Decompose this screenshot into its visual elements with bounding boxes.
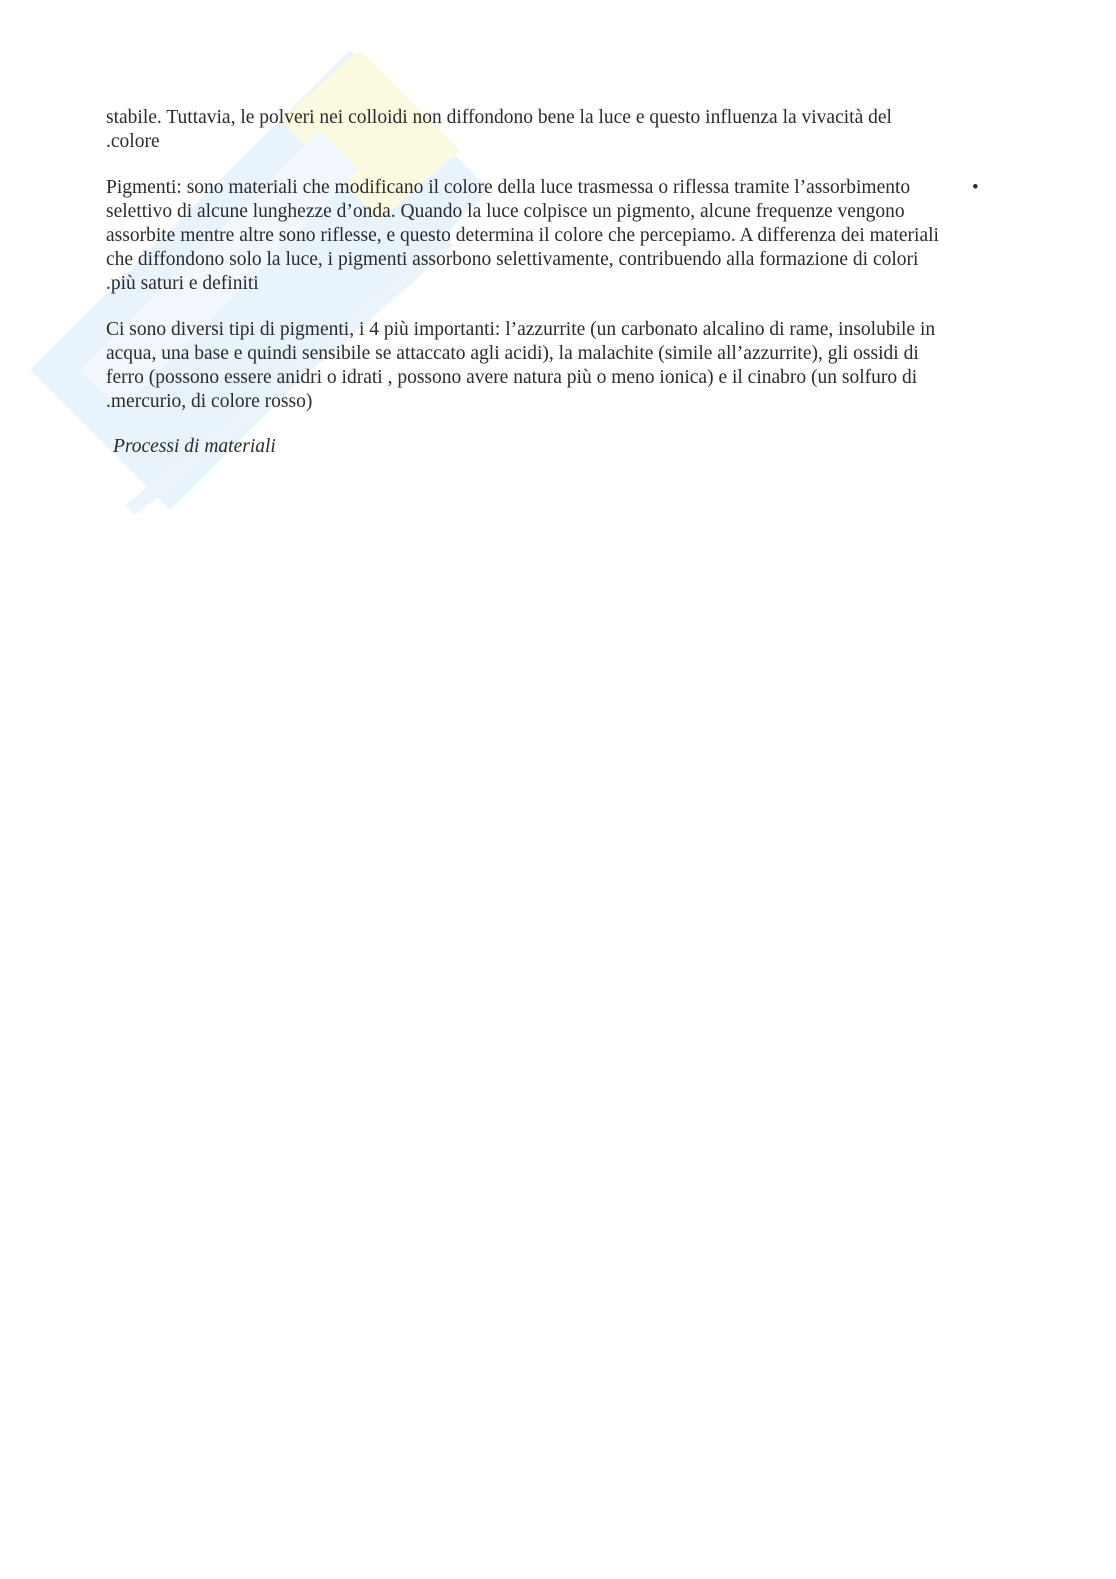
document-body <box>106 106 992 459</box>
text-line: assorbite mentre altre sono riflesse, e questo determina il colore che percepiamo. A differenza dei materiali <box>106 225 939 246</box>
text-line: Ci sono diversi tipi di pigmenti, i 4 più importanti: l’azzurrite (un carbonato alcalino di rame, insolubile in <box>106 319 936 340</box>
text-line: .mercurio, di colore rosso) <box>106 391 313 412</box>
text-line: selettivo di alcune lunghezze d’onda. Quando la luce colpisce un pigmento, alcune frequenze vengono <box>106 201 905 222</box>
paragraph-pigment-types <box>106 318 992 414</box>
text-line: Pigmenti: sono materiali che modificano il colore della luce trasmessa o riflessa tramite l’assorbimento <box>106 177 911 198</box>
paragraph-colloids <box>106 106 992 154</box>
text-line: .colore <box>106 131 160 152</box>
text-line: ferro (possono essere anidri o idrati , possono avere natura più o meno ionica) e il cinabro (un solfuro di <box>106 367 918 388</box>
paragraph-pigments <box>106 176 992 296</box>
text-line: .più saturi e definiti <box>106 273 259 294</box>
text-line: che diffondono solo la luce, i pigmenti assorbono selettivamente, contribuendo alla formazione di colori <box>106 249 919 270</box>
section-heading: Processi di materiali <box>113 436 276 457</box>
bullet-icon: • <box>972 177 979 198</box>
text-line: acqua, una base e quindi sensibile se attaccato agli acidi), la malachite (simile all’azzurrite), gli ossidi di <box>106 343 919 364</box>
text-line: stabile. Tuttavia, le polveri nei colloidi non diffondono bene la luce e questo influenza la vivacità del <box>106 107 892 128</box>
